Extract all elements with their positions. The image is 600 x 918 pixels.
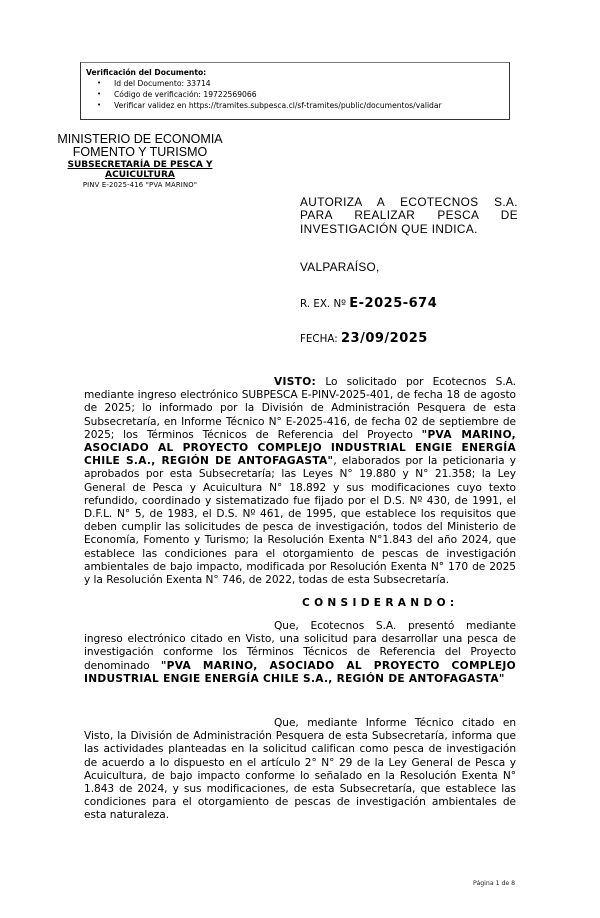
visto-label: VISTO: [274,376,317,388]
visto-text-part2: , elaborados por la peticionaria y aprobados por esta Subsecretaría; las Leyes N° 19.880 y N° 21.358; la Ley General de Pesca y Acuicultura N° 18.892 y sus modificaciones cuyo texto refundido, coordinado y sistematizado fue fijado por el D.S. Nº 430, de 1991, el D.F.L. N° 5, de 1983, el D.S. Nº 461, de 1995, que establece los requisitos que deben cumplir las solicitudes de pesca de investigación, todos del Ministerio de Economía, Fomento y Turismo; la Resolución Exenta N°1.843 del año 2024, que establece las condiciones para el otorgamiento de pescas de investigación ambientales de bajo impacto, modificada por Resolución Exenta N° 170 de 2025 y la Resolución Exenta N° 746, de 2022, todas de esta Subsecretaría. [84,455,516,587]
considerando-paragraph-2 [84,717,516,823]
considerando-heading: CONSIDERANDO: [302,597,459,609]
verification-code: • Código de verificación: 19722569066 [114,89,505,100]
resolution-subject: AUTORIZA A ECOTECNOS S.A. PARA REALIZAR PESCA DE INVESTIGACIÓN QUE INDICA. [300,195,518,236]
resolution-date-value: 23/09/2025 [340,331,428,346]
resolution-number-label: R. EX. Nº [300,298,346,310]
verification-list [86,78,505,111]
subsecretaria-line2: ACUICULTURA [105,170,175,180]
resolution-number-value: E-2025-674 [349,296,438,311]
considerando-p1-project: "PVA MARINO, ASOCIADO AL PROYECTO COMPLEJO INDUSTRIAL ENGIE ENERGÍA CHILE S.A., REGIÓN DE ANTOFAGASTA" [84,659,516,685]
resolution-date-label: FECHA: [300,333,338,345]
resolution-city: VALPARAÍSO, [300,260,380,274]
ministry-name-line1: MINISTERIO DE ECONOMIA [57,132,223,146]
verification-document-id: • Id del Documento: 33714 [114,78,505,89]
visto-project-name: "PVA MARINO, ASOCIADO AL PROYECTO COMPLEJO INDUSTRIAL ENGIE ENERGÍA CHILE S.A., REGIÓN DE ANTOFAGASTA" [84,428,516,468]
considerando-p1-text: Que, Ecotecnos S.A. presentó mediante ingreso electrónico citado en Visto, una solicitud para desarrollar una pesca de investigación conforme los Términos Técnicos de Referencia del Proyecto denominado [84,620,516,672]
subsecretaria-line1: SUBSECRETARÍA DE PESCA Y [67,160,213,170]
verification-url[interactable]: • Verificar validez en https://tramites.subpesca.cl/sf-tramites/public/documentos/validar [114,100,505,111]
verification-box [80,62,510,120]
visto-text-part1: Lo solicitado por Ecotecnos S.A. mediante ingreso electrónico SUBPESCA E-PINV-2025-401, de fecha 18 de agosto de 2025; lo informado por la División de Administración Pesquera de esta Subsecretaría, en Informe Técnico N° E-2025-416, de fecha 02 de septiembre de 2025; los Términos Técnicos de Referencia del Proyecto [84,376,516,441]
considerando-p2-text: Que, mediante Informe Técnico citado en Visto, la División de Administración Pesquera de esta Subsecretaría, informa que las actividades planteadas en la solicitud califican como pesca de investigación de acuerdo a lo dispuesto en el artículo 2° N° 29 de la Ley General de Pesca y Acuicultura, de bajo impacto conforme lo señalado en la Resolución Exenta N° 1.843 de 2024, y sus modificaciones, de esta Subsecretaría, que establece las condiciones para el otorgamiento de pescas de investigación ambientales de esta naturaleza. [84,717,516,822]
verification-title: Verificación del Documento: [86,68,207,77]
ministry-name-line2: FOMENTO Y TURISMO [72,145,208,159]
resolution-date [300,331,518,346]
reference-code: PINV E-2025-416 "PVA MARINO" [82,181,198,189]
page-number: Página 1 de 8 [473,880,516,887]
visto-paragraph [84,376,516,587]
resolution-number [300,296,518,311]
considerando-paragraph-1 [84,620,516,686]
ministry-header [30,133,250,190]
